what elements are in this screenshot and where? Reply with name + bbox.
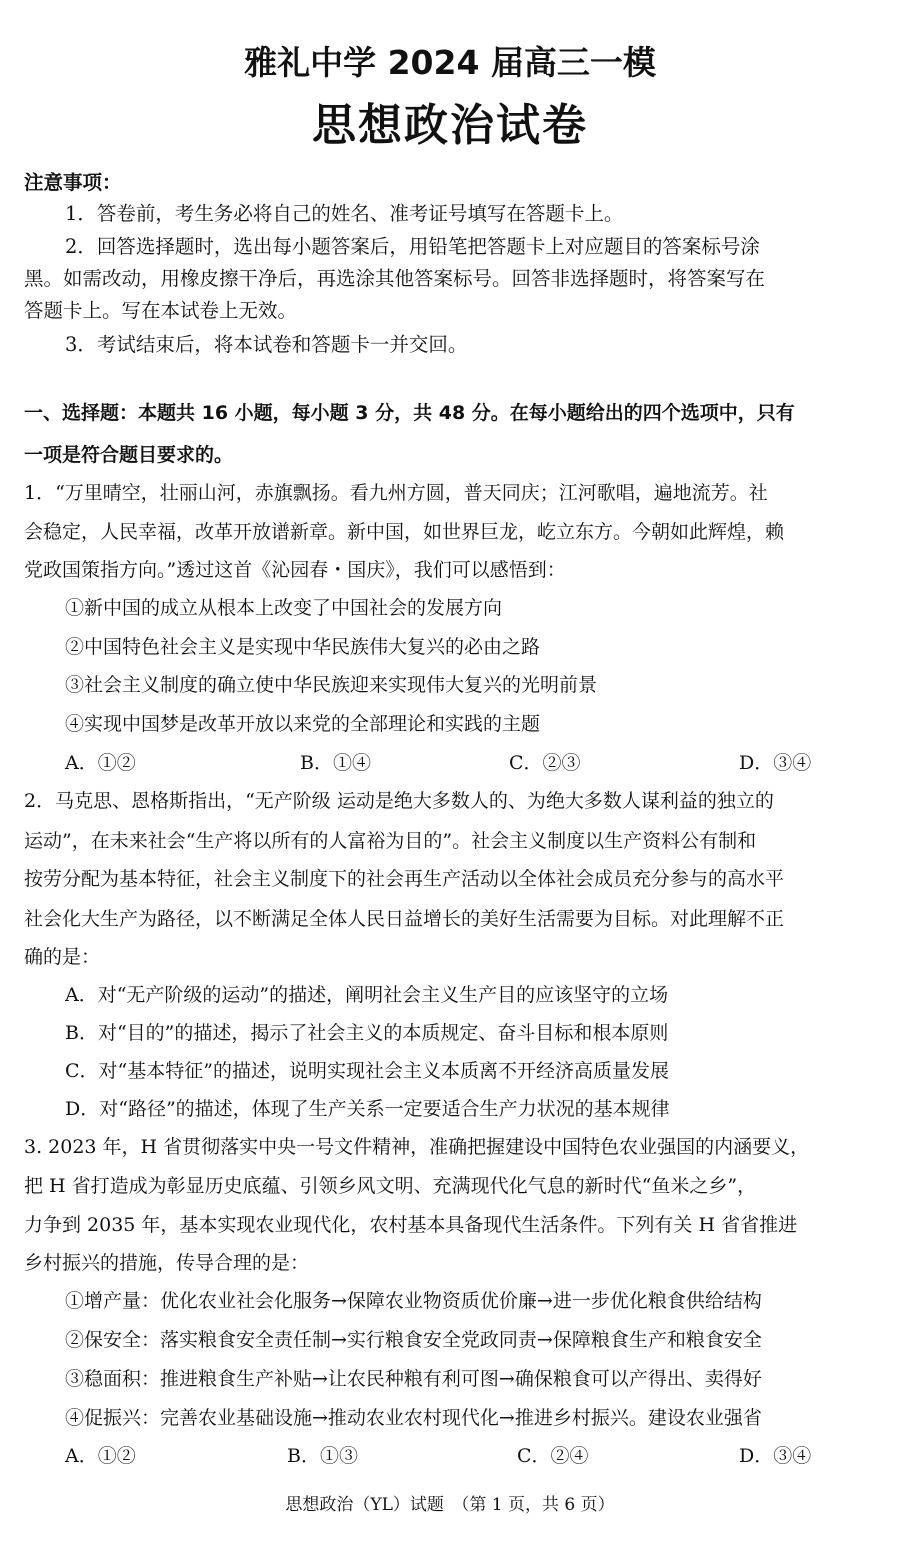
- question-stem: 社会化大生产为路径，以不断满足全体人民日益增长的美好生活需要为目标。对此理解不正: [24, 908, 785, 930]
- option-a: A．①②: [65, 752, 136, 774]
- question-option: B．对“目的”的描述，揭示了社会主义的本质规定、奋斗目标和根本原则: [65, 1022, 669, 1044]
- section-heading: 一、选择题：本题共 16 小题，每小题 3 分，共 48 分。在每小题给出的四个选项中，只有: [24, 402, 795, 424]
- option-b: B．①③: [287, 1445, 358, 1467]
- question-item: ③稳面积：推进粮食生产补贴→让农民种粮有利可图→确保粮食可以产得出、卖得好: [65, 1368, 762, 1390]
- question-stem: 乡村振兴的措施，传导合理的是：: [24, 1252, 310, 1274]
- notice-item: 1．答卷前，考生务必将自己的姓名、准考证号填写在答题卡上。: [65, 202, 624, 225]
- question-stem: 1．“万里晴空，壮丽山河，赤旗飘扬。看九州方圆，普天同庆；江河歌唱，遍地流芳。社: [24, 482, 768, 504]
- question-item: ③社会主义制度的确立使中华民族迎来实现伟大复兴的光明前景: [65, 674, 598, 696]
- question-stem: 确的是：: [24, 946, 101, 968]
- question-item: ①新中国的成立从根本上改变了中国社会的发展方向: [65, 597, 503, 619]
- answer-options: [65, 748, 865, 778]
- question-stem: 党政国策指方向。”透过这首《沁园春・国庆》，我们可以感悟到：: [24, 559, 566, 581]
- question-option: A．对“无产阶级的运动”的描述，阐明社会主义生产目的应该坚守的立场: [65, 984, 669, 1006]
- option-d: D．③④: [739, 1445, 812, 1467]
- option-c: C．②④: [517, 1445, 589, 1467]
- question-stem: 运动”，在未来社会“生产将以所有的人富裕为目的”。社会主义制度以生产资料公有制和: [24, 830, 757, 852]
- question-item: ②保安全：落实粮食安全责任制→实行粮食安全党政同责→保障粮食生产和粮食安全: [65, 1329, 762, 1351]
- page-footer: 思想政治（YL）试题 （第 1 页，共 6 页）: [285, 1495, 615, 1515]
- question-item: ④促振兴：完善农业基础设施→推动农业农村现代化→推进乡村振兴。建设农业强省: [65, 1407, 762, 1429]
- notice-item: 答题卡上。写在本试卷上无效。: [24, 299, 298, 322]
- question-stem: 把 H 省打造成为彰显历史底蕴、引领乡风文明、充满现代化气息的新时代“鱼米之乡”，: [24, 1175, 757, 1197]
- answer-options: [65, 1441, 865, 1471]
- notice-item: 黑。如需改动，用橡皮擦干净后，再选涂其他答案标号。回答非选择题时，将答案写在: [24, 267, 766, 290]
- question-stem: 2．马克思、恩格斯指出，“无产阶级 运动是绝大多数人的、为绝大多数人谋利益的独立的: [24, 790, 774, 812]
- exam-title: 雅礼中学 2024 届高三一模: [244, 43, 656, 82]
- question-stem: 3. 2023 年，H 省贯彻落实中央一号文件精神，准确把握建设中国特色农业强国的内涵要义，: [24, 1136, 810, 1158]
- option-b: B．①④: [300, 752, 371, 774]
- question-stem: 会稳定，人民幸福，改革开放谱新章。新中国，如世界巨龙，屹立东方。今朝如此辉煌，赖: [24, 521, 785, 543]
- notice-item: 3．考试结束后，将本试卷和答题卡一并交回。: [65, 333, 468, 356]
- option-d: D．③④: [739, 752, 812, 774]
- notice-item: 2．回答选择题时，选出每小题答案后，用铅笔把答题卡上对应题目的答案标号涂: [65, 235, 760, 258]
- section-heading: 一项是符合题目要求的。: [24, 444, 234, 466]
- question-option: D．对“路径”的描述，体现了生产关系一定要适合生产力状况的基本规律: [65, 1098, 670, 1120]
- exam-subject-title: 思想政治试卷: [312, 100, 588, 151]
- option-a: A．①②: [65, 1445, 136, 1467]
- question-stem: 按劳分配为基本特征，社会主义制度下的社会再生产活动以全体社会成员充分参与的高水平: [24, 868, 785, 890]
- question-item: ②中国特色社会主义是实现中华民族伟大复兴的必由之路: [65, 636, 541, 658]
- question-option: C．对“基本特征”的描述，说明实现社会主义本质离不开经济高质量发展: [65, 1060, 669, 1082]
- question-item: ④实现中国梦是改革开放以来党的全部理论和实践的主题: [65, 713, 541, 735]
- notice-heading: 注意事项：: [24, 171, 122, 194]
- option-c: C．②③: [509, 752, 581, 774]
- question-stem: 力争到 2035 年，基本实现农业现代化，农村基本具备现代生活条件。下列有关 H 省省推进: [24, 1214, 798, 1236]
- question-item: ①增产量：优化农业社会化服务→保障农业物资质优价廉→进一步优化粮食供给结构: [65, 1290, 762, 1312]
